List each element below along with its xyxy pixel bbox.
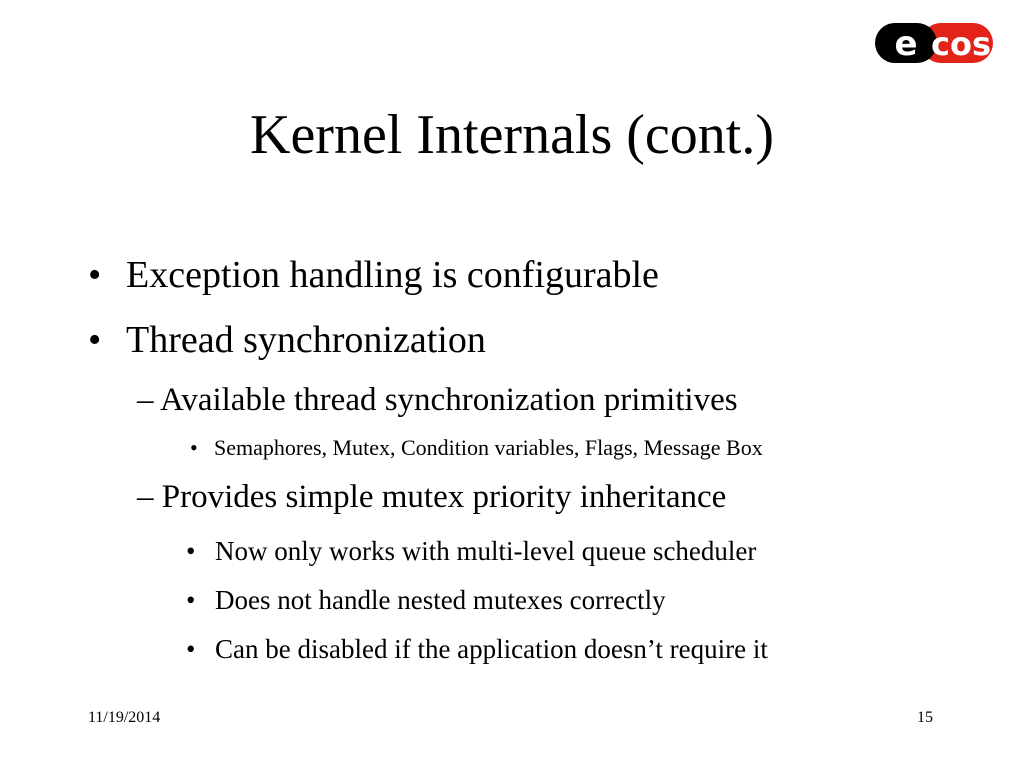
subbullet-text: Available thread synchronization primitives (159, 382, 738, 418)
subbullet-text: Provides simple mutex priority inheritance (161, 479, 727, 515)
logo-text-left: e (894, 24, 918, 64)
bullet-marker: • (186, 585, 196, 615)
bullet-marker: • (186, 536, 196, 566)
bullet-marker: • (88, 319, 102, 361)
ecos-logo (873, 21, 995, 65)
subbullet-available-primitives (137, 379, 738, 421)
ecos-logo-graphic (873, 21, 995, 65)
dash-marker: – (137, 479, 154, 515)
bullet-marker: • (190, 435, 198, 460)
detail-text: Now only works with multi-level queue scheduler (215, 536, 757, 566)
detail-text: Can be disabled if the application doesn’t require it (215, 634, 768, 664)
detail-text: Does not handle nested mutexes correctly (215, 585, 666, 615)
subbullet-priority-inheritance (137, 476, 726, 518)
dash-marker: – (137, 382, 154, 418)
bullet-text: Exception handling is configurable (126, 254, 659, 296)
detail-text: Semaphores, Mutex, Condition variables, Flags, Message Box (214, 435, 763, 460)
slide-title: Kernel Internals (cont.) (250, 104, 774, 166)
bullet-marker: • (186, 634, 196, 664)
logo-text-right: cos (931, 25, 991, 63)
footer-page-number: 15 (917, 709, 933, 726)
footer-date: 11/19/2014 (88, 709, 161, 726)
bullet-text: Thread synchronization (126, 319, 486, 361)
bullet-marker: • (88, 254, 102, 296)
